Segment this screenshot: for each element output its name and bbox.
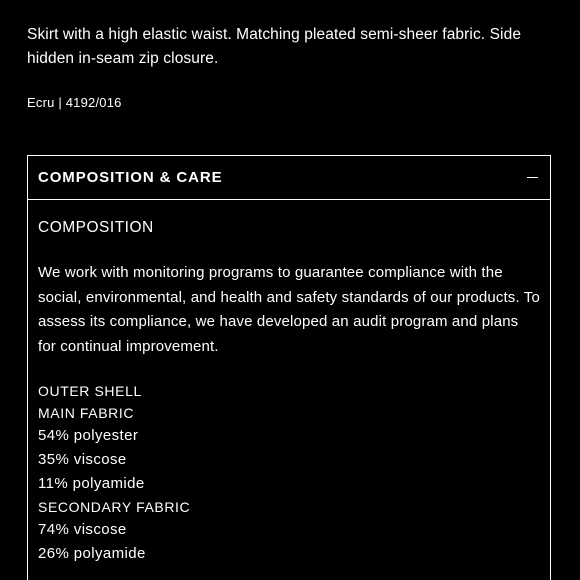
minus-icon[interactable] xyxy=(527,177,538,178)
composition-item: SECONDARY FABRIC xyxy=(38,499,191,515)
composition-item: OUTER SHELL xyxy=(38,383,142,399)
composition-care-toggle[interactable] xyxy=(28,156,550,200)
composition-item: 54% polyester xyxy=(38,427,139,444)
accordion-panel xyxy=(28,217,550,566)
composition-item: MAIN FABRIC xyxy=(38,405,135,421)
color-reference: Ecru | 4192/016 xyxy=(27,95,122,110)
accordion-title: COMPOSITION & CARE xyxy=(38,169,223,186)
composition-item: 35% viscose xyxy=(38,451,127,468)
composition-item: 26% polyamide xyxy=(38,545,146,562)
composition-list xyxy=(38,380,540,566)
composition-heading: COMPOSITION xyxy=(38,219,154,236)
composition-item: 11% polyamide xyxy=(38,475,145,492)
product-description: Skirt with a high elastic waist. Matching pleated semi-sheer fabric. Side hidden in-seam zip closure. xyxy=(27,26,522,67)
composition-item: 74% viscose xyxy=(38,521,127,538)
compliance-text: We work with monitoring programs to guarantee compliance with the social, environmental, and health and safety standards of our products. To assess its compliance, we have developed an audit program and plans for continual improvement. xyxy=(38,264,540,355)
composition-care-accordion xyxy=(27,155,551,580)
